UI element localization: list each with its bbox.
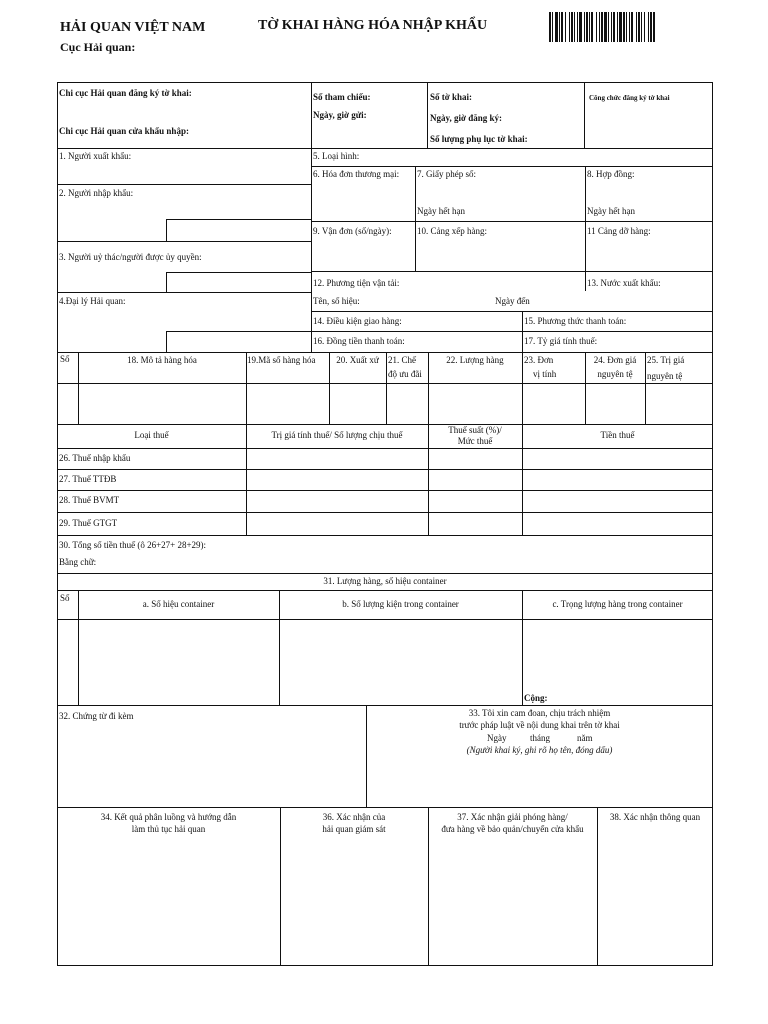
barcode-bar [636,12,637,42]
barcode-bar [653,12,655,42]
barcode-bar [591,12,593,42]
rule [57,184,311,185]
rule [57,469,713,470]
field-8-expiry: Ngày hết hạn [587,206,635,216]
goods-unit-header-1: 23. Đơn [524,355,554,365]
barcode-bar [644,12,645,42]
tax-type-header: Loại thuế [134,430,169,440]
field-5-label: 5. Loại hình: [313,151,360,161]
barcode-bar [641,12,642,42]
importer-label: 2. Người nhập khẩu: [59,188,134,198]
rule [57,535,713,536]
rule [57,490,713,491]
declaration-month: tháng [530,733,550,743]
clearance-label: 38. Xác nhận thông quan [609,812,701,822]
rule [166,331,167,352]
rule [585,166,586,291]
rule [57,352,713,353]
barcode-bar [589,12,590,42]
barcode-bar [549,12,551,42]
field-14-label: 14. Điều kiện giao hàng: [313,316,402,326]
routing-result-line-2: làm thủ tục hải quan [131,824,206,834]
release-line-1: 37. Xác nhận giải phóng hàng/ [457,812,568,822]
barcode-bar [604,12,607,42]
goods-value-header-2: nguyên tệ [647,371,683,381]
tax-in-words-label: Bằng chữ: [59,557,97,567]
rule [166,272,167,292]
goods-price-header-2: nguyên tệ [597,369,633,379]
ref-no-label: Số tham chiếu: [313,92,371,102]
rule [597,807,598,966]
barcode-bar [577,12,578,42]
tax-amount-header: Tiền thuế [600,430,635,440]
agency-name: HẢI QUAN VIỆT NAM [60,20,206,35]
agent-label: 4.Đại lý Hải quan: [59,296,126,306]
rule [311,221,713,222]
supervision-line-1: 36. Xác nhận của [322,812,386,822]
rule [57,241,311,242]
rule [166,219,311,220]
rule [522,352,523,424]
tax-total-label: 30. Tổng số tiền thuế (ô 26+27+ 28+29): [59,540,207,550]
form-title: TỜ KHAI HÀNG HÓA NHẬP KHẨU [258,18,488,33]
barcode-bar [601,12,603,42]
rule [311,271,713,272]
barcode-bar [613,12,615,42]
rule [57,619,713,620]
appendix-count-label: Số lượng phụ lục tờ khai: [430,134,528,144]
tax-row-vat: 29. Thuế GTGT [59,518,118,528]
sent-time-label: Ngày, giờ gửi: [313,110,367,120]
barcode-bar [559,12,560,42]
field-7-expiry: Ngày hết hạn [417,206,465,216]
barcode-bar [631,12,633,42]
tax-row-special: 27. Thuế TTĐB [59,474,117,484]
officer-label: Công chức đăng ký tờ khai [589,94,670,102]
container-pkg-header: b. Số lượng kiện trong container [342,599,459,609]
container-id-header: a. Số hiệu container [142,599,215,609]
branch-entry-label: Chi cục Hải quan cửa khẩu nhập: [59,126,189,136]
goods-origin-header: 20. Xuất xứ [336,355,379,365]
field-16-label: 16. Đồng tiền thanh toán: [313,336,405,346]
container-title: 31. Lượng hàng, số hiệu container [323,576,447,586]
barcode-bar [626,12,627,42]
branch-register-label: Chi cục Hải quan đăng ký tờ khai: [59,88,192,98]
field-9-label: 9. Vận đơn (số/ngày): [313,226,392,236]
rule [57,590,713,591]
barcode-bar [619,12,622,42]
barcode-bar [599,12,600,42]
goods-unit-header-2: vị tính [533,369,557,379]
rule [57,573,713,574]
barcode-bar [561,12,563,42]
rule [645,352,646,424]
goods-value-header-1: 25. Trị giá [647,355,685,365]
goods-pref-header-2: độ ưu đãi [388,369,422,379]
rule [584,82,585,148]
supervision-line-2: hải quan giám sát [322,824,386,834]
barcode-bar [629,12,630,42]
container-weight-header: c. Trọng lượng hàng trong container [552,599,683,609]
barcode-bar [608,12,609,42]
field-17-label: 17. Tỷ giá tính thuế: [524,336,598,346]
reg-time-label: Ngày, giờ đăng ký: [430,113,502,123]
rule [311,82,312,352]
rule [57,705,713,706]
rule [522,311,523,352]
goods-price-header-1: 24. Đơn giá [593,355,637,365]
barcode-bar [569,12,570,42]
field-12-name: Tên, số hiệu: [313,296,360,306]
barcode-bar [611,12,612,42]
barcode-bar [623,12,625,42]
barcode-bar [552,12,553,42]
barcode-icon [549,12,711,42]
routing-result-line-1: 34. Kết quả phân luồng và hướng dẫn [100,812,237,822]
tax-row-import: 26. Thuế nhập khẩu [59,453,131,463]
tax-rate-header-2: Mức thuế [457,436,493,446]
rule [311,331,713,332]
goods-desc-header: 18. Mô tả hàng hóa [127,355,197,365]
field-10-label: 10. Cảng xếp hàng: [417,226,487,236]
barcode-bar [579,12,582,42]
rule [57,424,713,425]
rule [311,166,713,167]
barcode-bar [555,12,558,42]
rule [311,311,713,312]
barcode-bar [650,12,652,42]
container-sum-label: Cộng: [524,693,548,703]
rule [57,448,713,449]
field-7-label: 7. Giấy phép số: [417,169,476,179]
rule [57,512,713,513]
rule [57,383,713,384]
goods-pref-header-1: 21. Chế [388,355,416,365]
tax-rate-header-1: Thuế suất (%)/ [448,425,502,435]
barcode-bar [571,12,573,42]
barcode-bar [584,12,585,42]
field-6-label: 6. Hóa đơn thương mại: [313,169,400,179]
rule [415,166,416,271]
goods-hs-header: 19.Mã số hàng hóa [247,355,316,365]
field-12-label: 12. Phương tiện vận tải: [313,278,400,288]
field-11-label: 11 Cảng dỡ hàng: [587,226,651,236]
barcode-bar [586,12,588,42]
declaration-day: Ngày [487,733,507,743]
department-label: Cục Hải quan: [60,40,136,54]
declaration-line-2: trước pháp luật về nội dung khai trên tờ khai [459,720,620,730]
docs-attached-label: 32. Chứng từ đi kèm [59,711,134,721]
trustee-label: 3. Người uỷ thác/người được ủy quyền: [59,252,202,262]
tax-row-env: 28. Thuế BVMT [59,495,120,505]
barcode-bar [574,12,575,42]
field-8-label: 8. Hợp đồng: [587,169,635,179]
rule [57,148,713,149]
decl-no-label: Số tờ khai: [430,92,472,102]
field-12-date: Ngày đến [495,296,530,306]
rule [386,352,387,424]
exporter-label: 1. Người xuất khẩu: [59,151,132,161]
field-13-label: 13. Nước xuất khẩu: [587,278,661,288]
goods-qty-header: 22. Lượng hàng [446,355,504,365]
barcode-bar [648,12,649,42]
declaration-year: năm [577,733,593,743]
barcode-bar [638,12,640,42]
rule [166,331,311,332]
barcode-bar [596,12,597,42]
rule [427,82,428,148]
goods-no-header: Số [60,354,70,364]
declaration-sign-note: (Người khai ký, ghi rõ họ tên, đóng dấu) [466,745,613,755]
barcode-bar [565,12,566,42]
rule [57,292,311,293]
rule [166,219,167,241]
rule [57,807,713,808]
tax-value-header: Trị giá tính thuế/ Số lượng chịu thuế [271,430,403,440]
release-line-2: đưa hàng về bảo quản/chuyển cửa khẩu [441,824,584,834]
rule [166,272,311,273]
barcode-bar [617,12,618,42]
field-15-label: 15. Phương thức thanh toán: [524,316,627,326]
declaration-line-1: 33. Tôi xin cam đoan, chịu trách nhiệm [468,708,611,718]
container-no-header: Số [60,593,70,603]
